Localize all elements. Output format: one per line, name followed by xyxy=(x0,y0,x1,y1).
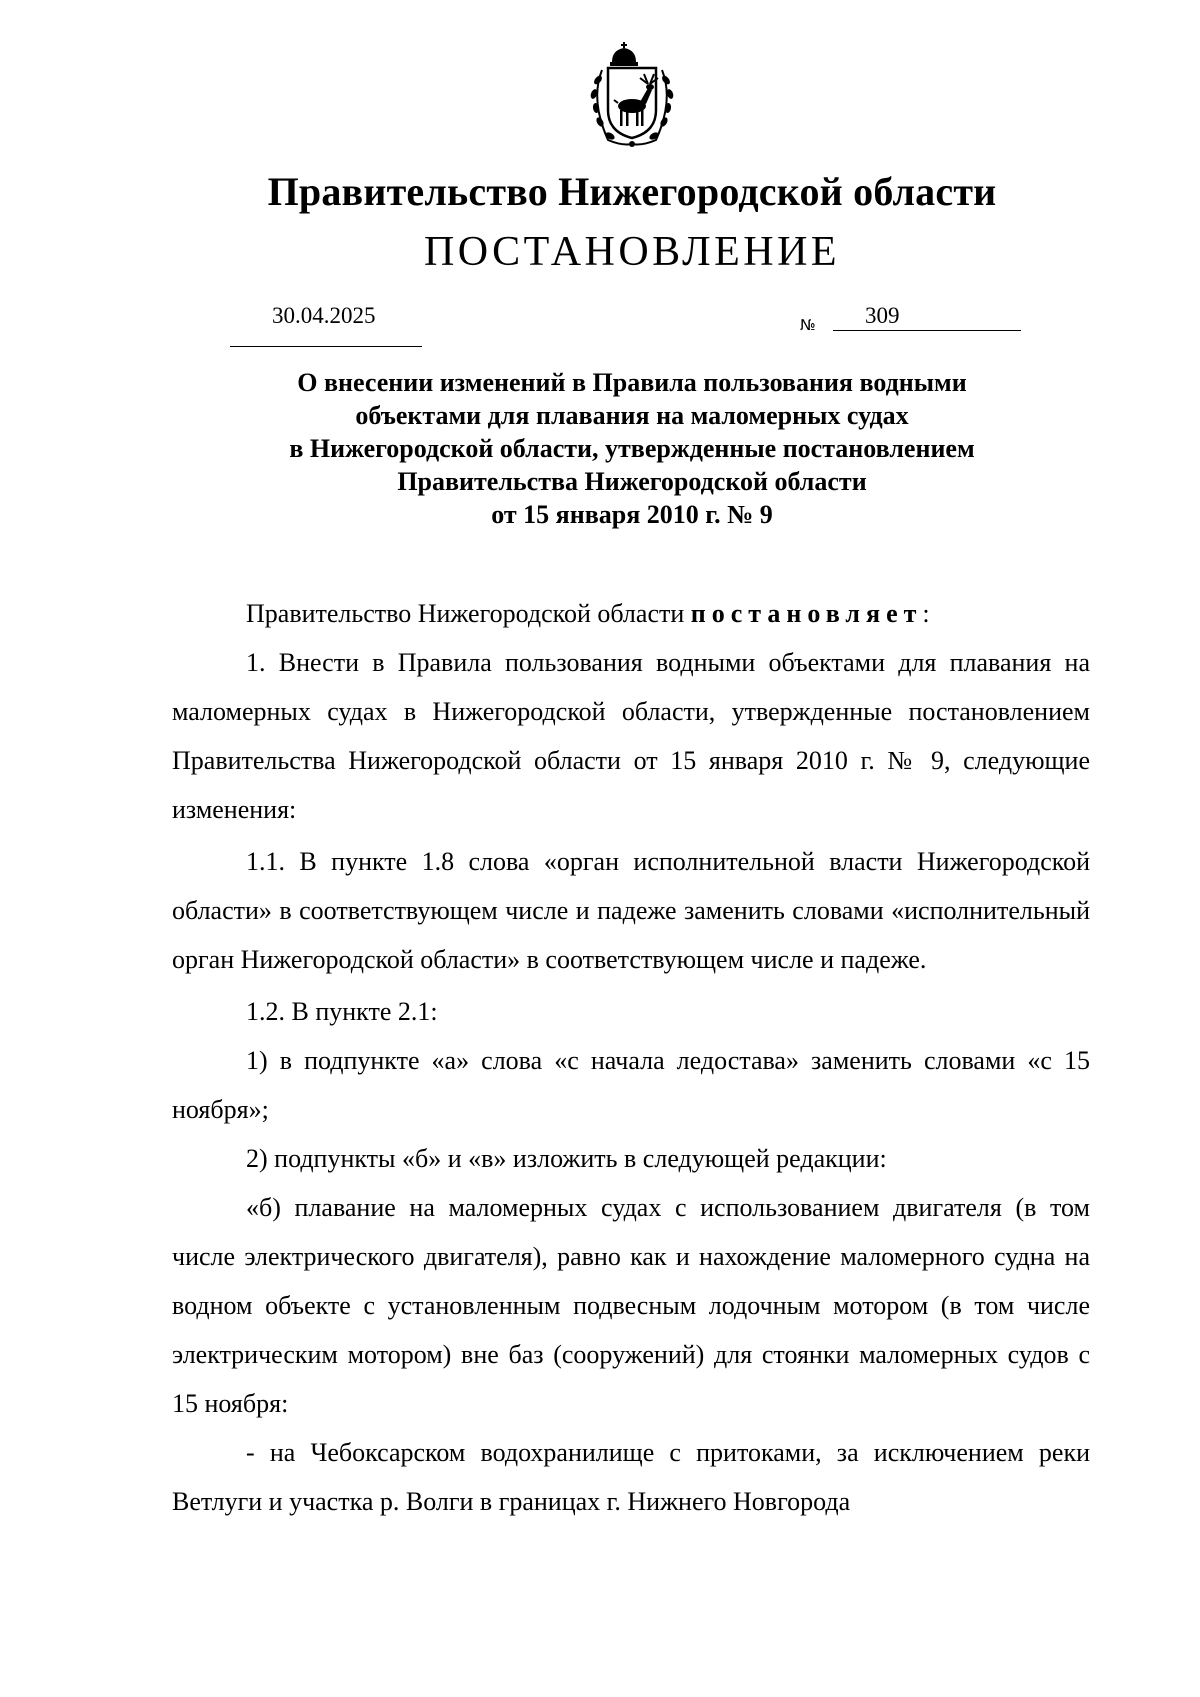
paragraph: «б) плавание на маломерных судах с использованием двигателя (в том числе электрического двигателя), равно как и нахождение маломерного судна на водном объекте с установленным подвесным лодочным мотором (в том числе электрическим мотором) вне баз (сооружений) для стоянки маломерных судов с 15 ноября: xyxy=(172,1193,1090,1418)
subject-line: О внесении изменений в Правила пользования водными xyxy=(297,368,967,397)
preamble xyxy=(172,589,1090,638)
paragraph: 1.1. В пункте 1.8 слова «орган исполнительной власти Нижегородской области» в соответствующем числе и падеже заменить словами «исполнительный орган Нижегородской области» в соответствующем числе и падеже. xyxy=(172,847,1090,974)
document-date: 30.04.2025 xyxy=(272,303,376,328)
document-type: ПОСТАНОВЛЕНИЕ xyxy=(423,229,841,275)
paragraph: - на Чебоксарском водохранилище с притоками, за исключением реки Ветлуги и участка р. Волги в границах г. Нижнего Новгорода xyxy=(172,1438,1090,1516)
date-underline xyxy=(230,346,422,347)
document-body xyxy=(172,589,1090,1526)
preamble-emphasis: постановляет xyxy=(690,599,923,628)
paragraph: 1.2. В пункте 2.1: xyxy=(246,997,438,1026)
number-underline xyxy=(833,330,1021,331)
document-number: 309 xyxy=(865,303,900,328)
organization-name: Правительство Нижегородской области xyxy=(267,169,997,214)
subject-line: от 15 января 2010 г. № 9 xyxy=(491,500,773,529)
paragraph: 1. Внести в Правила пользования водными объектами для плавания на маломерных судах в Нижегородской области, утвержденные постановлением Правительства Нижегородской области от 15 января 2010 г. № 9, следующие изменения: xyxy=(172,648,1090,824)
subject-line: Правительства Нижегородской области xyxy=(397,467,867,496)
coat-of-arms-icon xyxy=(578,40,686,150)
subject-line: в Нижегородской области, утвержденные постановлением xyxy=(289,434,975,463)
preamble-prefix: Правительство Нижегородской области xyxy=(246,599,691,628)
preamble-suffix: : xyxy=(922,599,930,628)
document-subject xyxy=(0,366,1200,531)
subject-line: объектами для плавания на маломерных судах xyxy=(355,401,909,430)
number-sign: № xyxy=(800,316,816,334)
paragraph: 2) подпункты «б» и «в» изложить в следующей редакции: xyxy=(246,1144,887,1173)
paragraph: 1) в подпункте «а» слова «с начала ледостава» заменить словами «с 15 ноября»; xyxy=(172,1046,1090,1124)
